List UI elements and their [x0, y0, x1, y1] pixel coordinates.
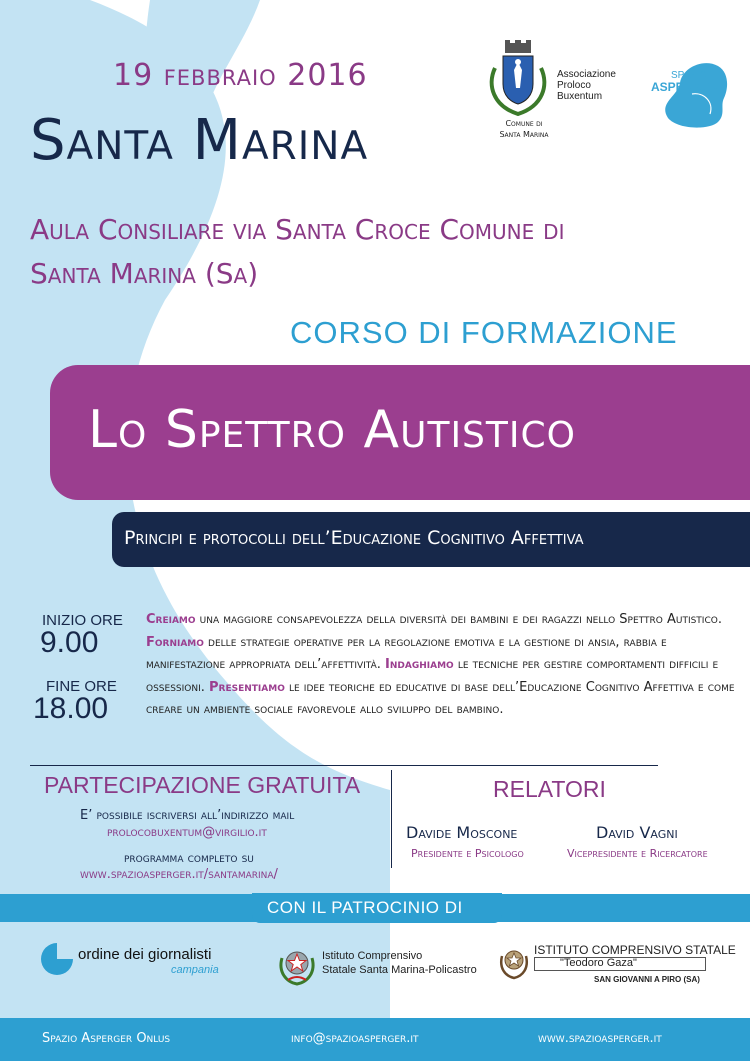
course-title: Lo Spettro Autistico — [88, 400, 576, 460]
ordine-giornalisti-name: ordine dei giornalisti — [78, 946, 212, 963]
patronage-label: CON IL PATROCINIO DI — [267, 898, 463, 917]
speaker-2-name: David Vagni — [596, 823, 678, 842]
column-divider — [391, 770, 392, 868]
speakers-title: RELATORI — [493, 776, 606, 802]
asperger-name-text: ASPERGER — [651, 80, 719, 94]
event-date: 19 febbraio 2016 — [113, 58, 368, 93]
ic-santa-marina-name-2: Statale Santa Marina-Policastro — [322, 964, 477, 976]
spazio-asperger-logo-icon — [648, 58, 732, 130]
footer-organization: Spazio Asperger Onlus — [42, 1031, 171, 1046]
desc-keyword-3: Indaghiamo — [385, 657, 454, 672]
start-time-value: 9.00 — [40, 626, 99, 659]
proloco-label — [557, 69, 616, 102]
ic-gaza-location: SAN GIOVANNI A PIRO (SA) — [594, 975, 700, 984]
registration-text: E’ possibile iscriversi all’indirizzo mail — [80, 808, 295, 823]
ordine-giornalisti-logo-icon — [40, 942, 74, 976]
end-time-value: 18.00 — [33, 692, 109, 725]
end-time-label: FINE ORE — [46, 678, 117, 695]
desc-keyword-4: Presentiamo — [209, 679, 285, 695]
comune-label-line-2: Santa Marina — [499, 130, 549, 139]
desc-text-1: una maggiore consapevolezza della diversità dei bambini e dei ragazzi nello Spettro Autistico. — [195, 612, 722, 627]
italian-republic-emblem-icon-2 — [497, 942, 531, 980]
registration-email-link[interactable]: prolocobuxentum@virgilio.it — [107, 825, 267, 840]
venue-line-1: Aula Consiliare via Santa Croce Comune di — [30, 213, 565, 246]
speaker-2-role: Vicepresidente e Ricercatore — [567, 847, 708, 860]
course-subtitle: Principi e protocolli dell’Educazione Cognitivo Affettiva — [124, 527, 584, 549]
comune-coat-of-arms-icon — [487, 40, 549, 116]
speaker-1-name: Davide Moscone — [406, 823, 518, 842]
venue-line-2: Santa Marina (Sa) — [30, 257, 259, 290]
ic-gaza-name: ISTITUTO COMPRENSIVO STATALE — [534, 943, 736, 957]
desc-text-3: le tecniche per gestire comportamenti difficili e ossessioni. — [146, 657, 719, 695]
comune-label — [494, 118, 554, 140]
desc-text-4: le idee teoriche ed educative di base dell’Educazione Cognitivo Affettiva e come creare un ambiente sociale favorevole allo sviluppo del bambino. — [146, 679, 735, 717]
program-url-link[interactable]: www.spazioasperger.it/santamarina/ — [80, 867, 278, 882]
start-time-label: INIZIO ORE — [42, 612, 123, 629]
italian-republic-emblem-icon — [276, 942, 318, 986]
event-town: Santa Marina — [30, 108, 369, 173]
asperger-spazio-text: SPAZIO — [671, 70, 707, 81]
course-label: CORSO DI FORMAZIONE — [290, 315, 678, 350]
section-divider — [30, 765, 658, 766]
participation-title: PARTECIPAZIONE GRATUITA — [44, 772, 361, 798]
footer-email-link[interactable]: info@spazioasperger.it — [291, 1031, 419, 1046]
comune-label-line-1: Comune di — [505, 119, 543, 128]
course-description — [146, 609, 746, 722]
footer-website-link[interactable]: www.spazioasperger.it — [538, 1031, 662, 1046]
proloco-line-2: Proloco — [557, 80, 591, 91]
proloco-line-1: Associazione — [557, 69, 616, 80]
ic-gaza-subtitle: "Teodoro Gaza" — [560, 957, 637, 969]
desc-keyword-2: Forniamo — [146, 634, 204, 650]
desc-keyword-1: Creiamo — [146, 612, 196, 627]
program-text: programma completo su — [124, 851, 254, 866]
desc-text-2: delle strategie operative per la regolazione emotiva e la gestione di ansia, rabbia e manifestazione appropriata dell’affettività. — [146, 634, 667, 672]
proloco-line-3: Buxentum — [557, 91, 603, 102]
speaker-1-role: Presidente e Psicologo — [411, 847, 524, 860]
ordine-giornalisti-region: campania — [171, 964, 219, 976]
ic-santa-marina-name-1: Istituto Comprensivo — [322, 950, 423, 962]
